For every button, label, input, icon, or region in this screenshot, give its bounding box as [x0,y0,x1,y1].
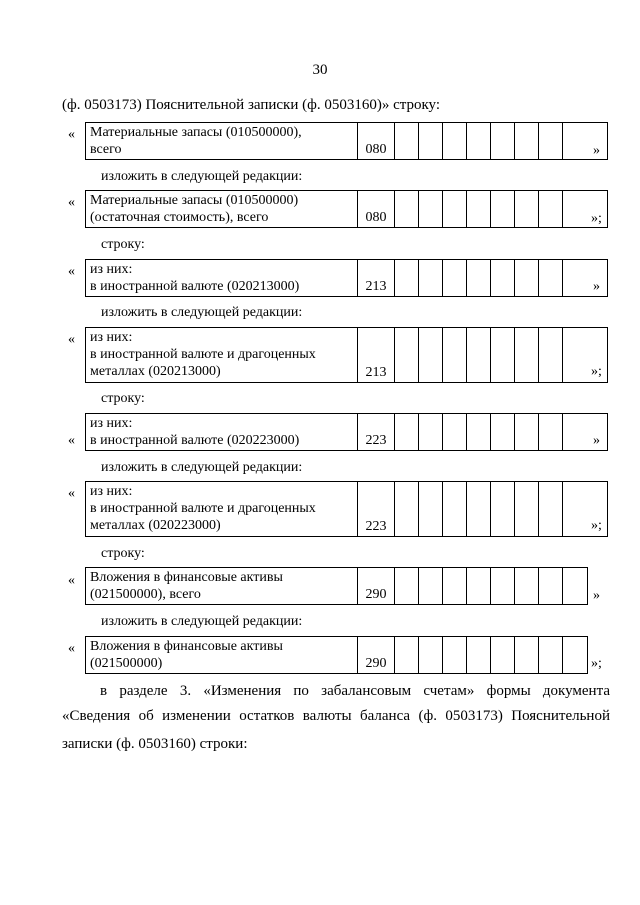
row-desc-line: из них: [90,484,133,499]
empty-cell [443,123,467,159]
empty-cell [563,568,587,604]
section-paragraph-line-3: записки (ф. 0503160) строки: [62,736,248,752]
stroku-text: строку: [101,237,145,252]
row-desc-line: (остаточная стоимость), всего [90,210,269,225]
empty-cell [563,328,587,382]
replace-text: изложить в следующей редакции: [101,169,303,184]
empty-cell [539,328,563,382]
empty-cell [515,414,539,450]
row-desc-line: в иностранной валюте и драгоценных [90,347,316,362]
empty-cell [395,328,419,382]
close-quote: » [593,279,600,294]
section-paragraph-line-2: «Сведения об изменении остатков валюты баланса (ф. 0503173) Пояснительной [62,708,610,724]
table-row [85,190,608,228]
empty-cell [467,191,491,227]
empty-cell [395,482,419,536]
empty-cell [419,414,443,450]
close-quote-semicolon: »; [591,656,602,671]
empty-cell [419,637,443,673]
empty-cell [467,260,491,296]
section-paragraph-line-1: в разделе 3. «Изменения по забалансовым счетам» формы документа [100,683,610,699]
row-desc-line: из них: [90,416,133,431]
empty-cell [515,260,539,296]
row-desc-line: Материальные запасы (010500000), [90,125,302,140]
empty-cell [563,123,587,159]
empty-cell [467,637,491,673]
stroku-text: строку: [101,546,145,561]
row-desc-line: Вложения в финансовые активы [90,570,283,585]
empty-cell [491,482,515,536]
empty-cell [539,123,563,159]
empty-cell [491,123,515,159]
empty-cell [491,414,515,450]
empty-cell [443,637,467,673]
row-desc-line: из них: [90,330,133,345]
row-desc-line: металлах (020223000) [90,518,221,533]
row-desc-line: (021500000), всего [90,587,201,602]
empty-cell [419,123,443,159]
close-quote-semicolon: »; [591,211,602,226]
row-description [86,414,358,450]
table-row [85,327,608,383]
empty-cell [539,414,563,450]
open-quote: « [68,127,75,142]
empty-cell [395,191,419,227]
empty-cell [491,191,515,227]
row-code: 290 [358,637,395,673]
row-code: 213 [358,328,395,382]
row-desc-line: в иностранной валюте (020223000) [90,433,300,448]
row-desc-line: из них: [90,262,133,277]
empty-cell [539,482,563,536]
empty-cell [515,568,539,604]
open-quote: « [68,264,75,279]
empty-cell [443,568,467,604]
row-desc-line: Вложения в финансовые активы [90,639,283,654]
empty-cell [443,328,467,382]
empty-cell [395,568,419,604]
open-quote: « [68,433,75,448]
open-quote: « [68,195,75,210]
empty-cell [395,260,419,296]
empty-cell [467,123,491,159]
empty-cell [563,414,587,450]
empty-cell [539,260,563,296]
empty-cell [443,414,467,450]
intro-text: (ф. 0503173) Пояснительной записки (ф. 0503160)» строку: [62,97,441,113]
close-quote: » [593,588,600,603]
empty-cell [515,123,539,159]
row-code: 223 [358,482,395,536]
row-description [86,260,358,296]
close-quote: » [593,433,600,448]
row-desc-line: в иностранной валюте и драгоценных [90,501,316,516]
row-description [86,482,358,536]
empty-cell [563,191,587,227]
empty-cell [395,123,419,159]
table-row [85,567,588,605]
empty-cell [491,328,515,382]
row-code: 223 [358,414,395,450]
empty-cell [419,191,443,227]
empty-cell [395,414,419,450]
row-description [86,328,358,382]
empty-cell [467,414,491,450]
row-code: 080 [358,191,395,227]
empty-cell [491,637,515,673]
row-description [86,191,358,227]
empty-cell [515,637,539,673]
replace-text: изложить в следующей редакции: [101,614,303,629]
empty-cell [419,328,443,382]
empty-cell [515,328,539,382]
empty-cell [539,191,563,227]
empty-cell [539,568,563,604]
table-row [85,481,608,537]
empty-cell [395,637,419,673]
open-quote: « [68,486,75,501]
empty-cell [539,637,563,673]
close-quote: » [593,143,600,158]
row-code: 080 [358,123,395,159]
table-row [85,259,608,297]
empty-cell [467,482,491,536]
close-quote-semicolon: »; [591,364,602,379]
empty-cell [467,328,491,382]
empty-cell [563,637,587,673]
row-description [86,568,358,604]
row-desc-line: Материальные запасы (010500000) [90,193,299,208]
row-desc-line: (021500000) [90,656,163,671]
empty-cell [443,482,467,536]
row-description [86,637,358,673]
table-row [85,122,608,160]
row-desc-line: всего [90,142,122,157]
empty-cell [515,482,539,536]
empty-cell [443,191,467,227]
row-description [86,123,358,159]
empty-cell [419,482,443,536]
open-quote: « [68,332,75,347]
empty-cell [419,260,443,296]
empty-cell [515,191,539,227]
stroku-text: строку: [101,391,145,406]
empty-cell [467,568,491,604]
close-quote-semicolon: »; [591,518,602,533]
replace-text: изложить в следующей редакции: [101,305,303,320]
empty-cell [443,260,467,296]
empty-cell [419,568,443,604]
table-row [85,636,588,674]
row-code: 290 [358,568,395,604]
open-quote: « [68,641,75,656]
empty-cell [491,568,515,604]
table-row [85,413,608,451]
page-number: 30 [312,62,328,78]
open-quote: « [68,573,75,588]
row-desc-line: в иностранной валюте (020213000) [90,279,300,294]
row-desc-line: металлах (020213000) [90,364,221,379]
empty-cell [563,482,587,536]
row-code: 213 [358,260,395,296]
empty-cell [563,260,587,296]
empty-cell [491,260,515,296]
replace-text: изложить в следующей редакции: [101,460,303,475]
